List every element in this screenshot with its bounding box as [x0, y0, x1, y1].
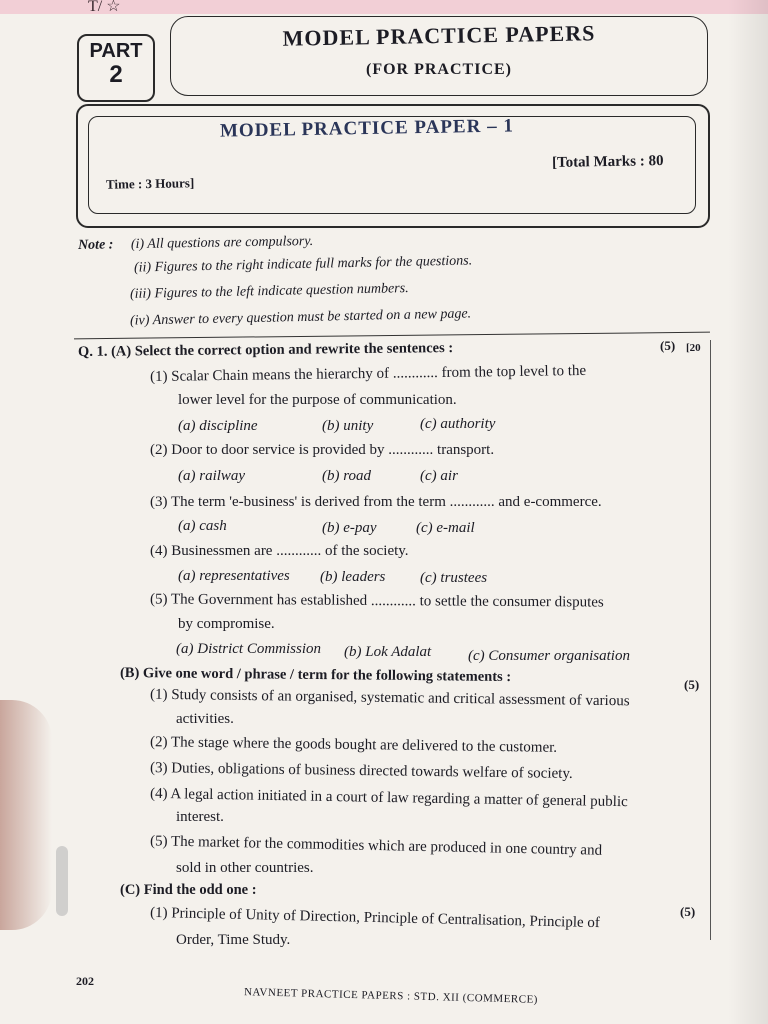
- q1-b-heading: (B) Give one word / phrase / term for the following statements :: [119, 664, 512, 686]
- q1-a-marks: (5): [660, 338, 676, 353]
- margin-line: [710, 340, 711, 940]
- q1b-item-5-line-2: sold in other countries.: [176, 860, 314, 876]
- q1b-item-2-line-1: (2) The stage where the goods bought are delivered to the customer.: [149, 734, 558, 756]
- note-item: (iii) Figures to the left indicate question numbers.: [129, 281, 409, 302]
- note-label: Note :: [77, 237, 114, 254]
- page-subtitle: (FOR PRACTICE): [366, 61, 512, 78]
- q1a-item-2-option-c: (c) air: [420, 468, 458, 484]
- q1b-item-3-line-1: (3) Duties, obligations of business directed towards welfare of society.: [149, 760, 573, 782]
- q1b-item-4-line-1: (4) A legal action initiated in a court of law regarding a matter of general public: [149, 785, 628, 811]
- q1a-item-4-option-b: (b) leaders: [320, 569, 386, 585]
- q1-c-heading: (C) Find the odd one :: [120, 882, 257, 898]
- publisher-footer: NAVNEET PRACTICE PAPERS : STD. XII (COMMERCE): [243, 986, 539, 1006]
- page-binding-shadow: [0, 700, 52, 930]
- q1a-item-5-line-1: (5) The Government has established ............ to settle the consumer disputes: [149, 591, 604, 611]
- page-binding-mark: [56, 846, 68, 916]
- q1a-item-5-option-a: (a) District Commission: [176, 641, 322, 657]
- note-item: (ii) Figures to the right indicate full marks for the questions.: [133, 253, 473, 276]
- q1a-item-2-line-1: (2) Door to door service is provided by ............ transport.: [150, 442, 495, 458]
- page-title: MODEL PRACTICE PAPERS: [282, 20, 596, 51]
- q1-a-heading: Q. 1. (A) Select the correct option and rewrite the sentences :: [77, 340, 454, 360]
- q1-total-marks: [20: [686, 342, 701, 354]
- title-box: [170, 16, 708, 96]
- note-item: (i) All questions are compulsory.: [130, 233, 314, 253]
- q1a-item-4-option-c: (c) trustees: [420, 570, 488, 586]
- part-number: 2: [109, 61, 123, 88]
- q1c-item-1-line-2: Order, Time Study.: [176, 932, 291, 948]
- page-edge-shadow: [728, 0, 768, 1024]
- paper-title: MODEL PRACTICE PAPER – 1: [219, 115, 515, 142]
- q1c-item-1-line-1: (1) Principle of Unity of Direction, Principle of Centralisation, Principle of: [149, 904, 601, 932]
- q1a-item-5-line-2: by compromise.: [178, 616, 275, 632]
- part-label: PART: [89, 40, 143, 62]
- q1b-item-4-line-2: interest.: [176, 809, 224, 825]
- q1b-item-1-line-2: activities.: [176, 711, 234, 727]
- q1a-item-1-option-b: (b) unity: [322, 418, 374, 434]
- page-number: 202: [76, 974, 94, 988]
- total-marks: [Total Marks : 80: [551, 153, 664, 171]
- part-badge: [77, 34, 155, 102]
- q1a-item-4-option-a: (a) representatives: [178, 568, 290, 584]
- q1a-item-1-option-a: (a) discipline: [178, 418, 258, 434]
- notes-line-1: [78, 234, 314, 254]
- top-page-mark: T/ ☆: [88, 0, 121, 15]
- q1b-item-5-line-1: (5) The market for the commodities which are produced in one country and: [149, 833, 603, 859]
- note-item: (iv) Answer to every question must be started on a new page.: [129, 306, 472, 329]
- q1-b-marks: (5): [684, 677, 700, 692]
- q1a-item-2-option-a: (a) railway: [178, 468, 246, 484]
- q1a-item-3-option-a: (a) cash: [178, 518, 227, 534]
- q1a-item-4-line-1: (4) Businessmen are ............ of the society.: [150, 543, 409, 559]
- q1b-item-1-line-1: (1) Study consists of an organised, systematic and critical assessment of various: [149, 686, 630, 710]
- q1-c-marks: (5): [680, 904, 696, 919]
- q1a-item-3-option-b: (b) e-pay: [322, 520, 377, 536]
- q1a-item-5-option-c: (c) Consumer organisation: [468, 648, 630, 664]
- q1a-item-3-line-1: (3) The term 'e-business' is derived from the term ............ and e-commerce.: [150, 494, 602, 510]
- q1a-item-1-line-1: (1) Scalar Chain means the hierarchy of ............ from the top level to the: [149, 362, 587, 386]
- q1a-item-1-line-2: lower level for the purpose of communication.: [178, 392, 457, 408]
- divider-rule: [74, 332, 710, 340]
- q1a-item-5-option-b: (b) Lok Adalat: [344, 644, 432, 660]
- q1a-item-2-option-b: (b) road: [322, 468, 372, 484]
- time-allowed: Time : 3 Hours]: [105, 175, 195, 192]
- q1a-item-3-option-c: (c) e-mail: [416, 520, 475, 536]
- q1a-item-1-option-c: (c) authority: [420, 416, 496, 432]
